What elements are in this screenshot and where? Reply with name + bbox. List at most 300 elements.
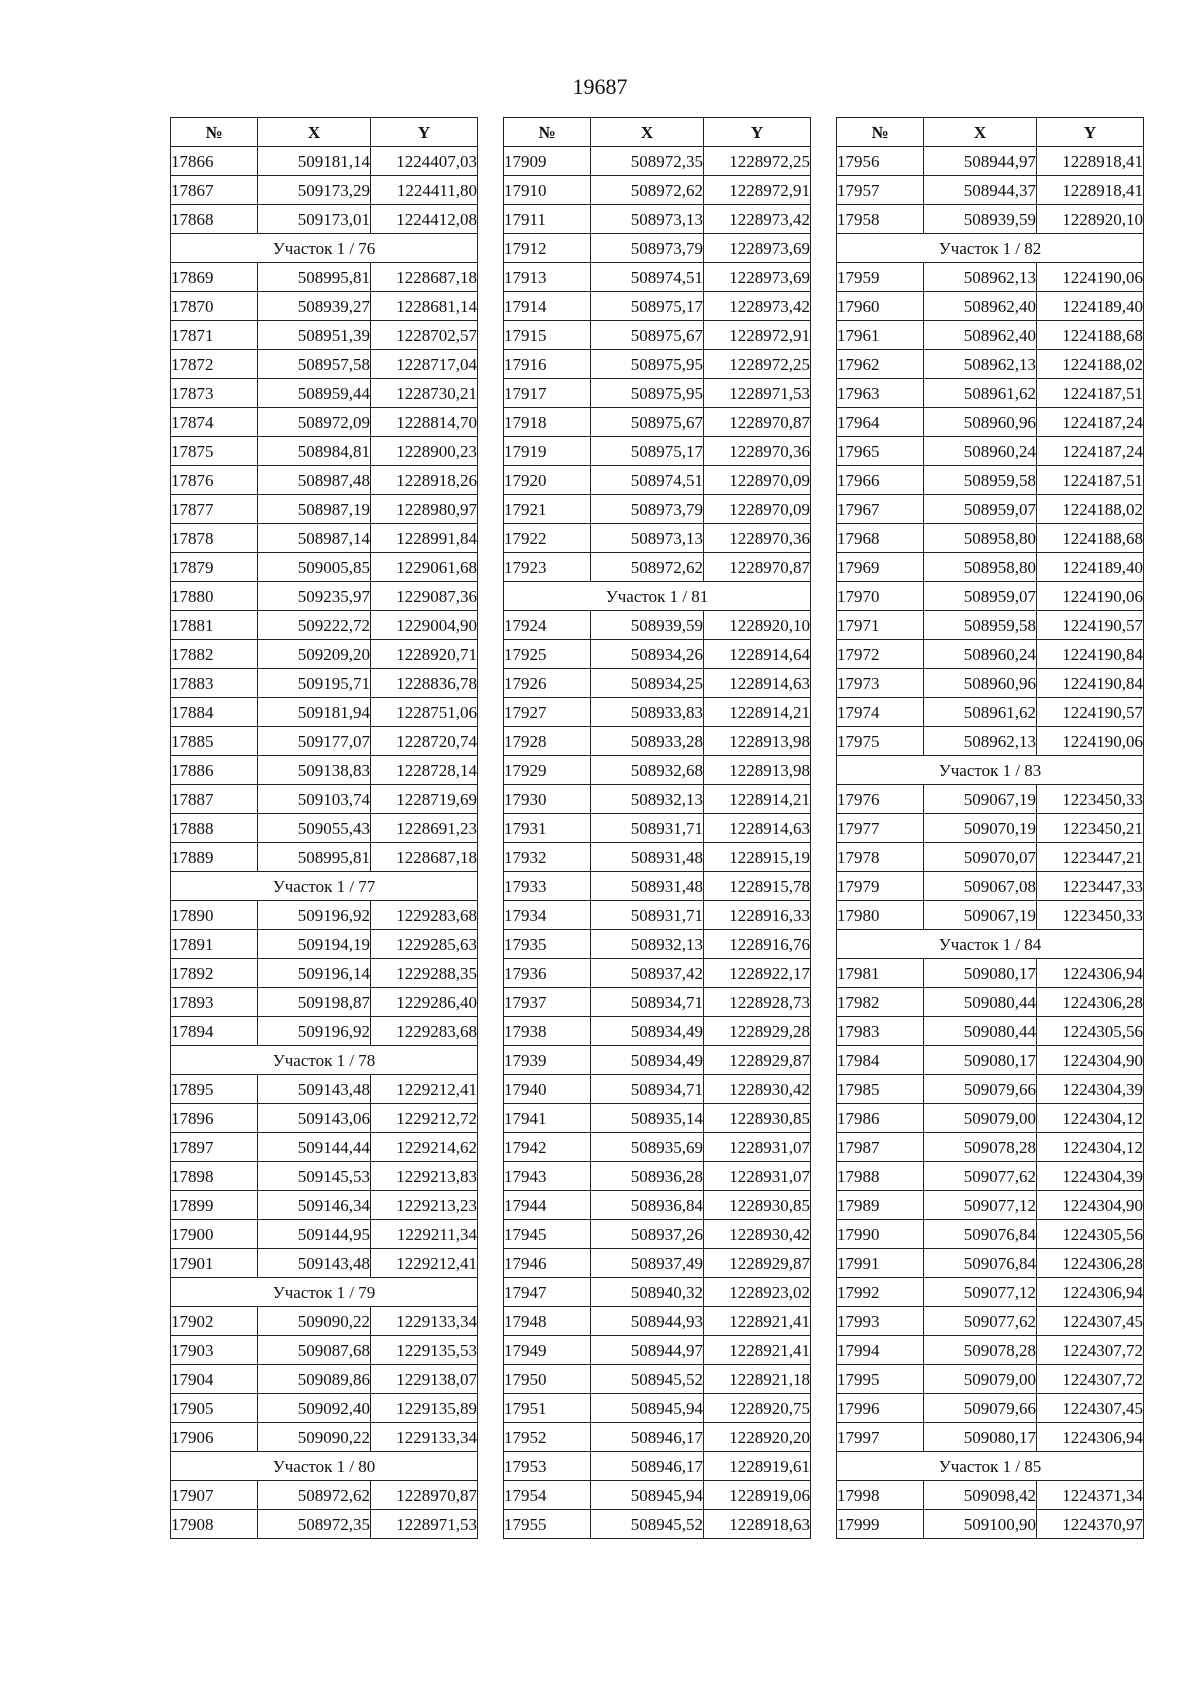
point-number-cell: 17958 [837, 205, 924, 234]
table-row [171, 1510, 478, 1539]
point-number-cell: 17905 [171, 1394, 258, 1423]
y-coordinate-cell: 1228929,87 [704, 1046, 811, 1075]
x-coordinate-cell: 509055,43 [258, 814, 371, 843]
point-number-cell: 17917 [504, 379, 591, 408]
y-coordinate-cell: 1228702,57 [371, 321, 478, 350]
x-coordinate-cell: 508934,71 [591, 988, 704, 1017]
x-coordinate-cell: 508973,13 [591, 205, 704, 234]
point-number-cell: 17914 [504, 292, 591, 321]
point-number-cell: 17927 [504, 698, 591, 727]
point-number-cell: 17990 [837, 1220, 924, 1249]
column-header-x: X [591, 118, 704, 147]
section-title: Участок 1 / 78 [171, 1046, 478, 1075]
x-coordinate-cell: 509143,48 [258, 1249, 371, 1278]
y-coordinate-cell: 1228920,10 [1037, 205, 1144, 234]
x-coordinate-cell: 508972,62 [591, 176, 704, 205]
y-coordinate-cell: 1228717,04 [371, 350, 478, 379]
y-coordinate-cell: 1229285,63 [371, 930, 478, 959]
y-coordinate-cell: 1228919,61 [704, 1452, 811, 1481]
x-coordinate-cell: 509070,19 [924, 814, 1037, 843]
y-coordinate-cell: 1224187,51 [1037, 466, 1144, 495]
x-coordinate-cell: 508961,62 [924, 379, 1037, 408]
table-row [837, 1191, 1144, 1220]
point-number-cell: 17899 [171, 1191, 258, 1220]
y-coordinate-cell: 1229212,41 [371, 1075, 478, 1104]
y-coordinate-cell: 1224307,45 [1037, 1307, 1144, 1336]
x-coordinate-cell: 508936,84 [591, 1191, 704, 1220]
table-row [504, 437, 811, 466]
point-number-cell: 17906 [171, 1423, 258, 1452]
table-row [171, 756, 478, 785]
table-row [837, 872, 1144, 901]
table-row [504, 1191, 811, 1220]
y-coordinate-cell: 1224187,24 [1037, 437, 1144, 466]
x-coordinate-cell: 508937,49 [591, 1249, 704, 1278]
point-number-cell: 17965 [837, 437, 924, 466]
x-coordinate-cell: 508975,67 [591, 408, 704, 437]
y-coordinate-cell: 1228913,98 [704, 727, 811, 756]
point-number-cell: 17956 [837, 147, 924, 176]
y-coordinate-cell: 1224307,45 [1037, 1394, 1144, 1423]
table-row [171, 292, 478, 321]
table-row [504, 1278, 811, 1307]
x-coordinate-cell: 508975,95 [591, 350, 704, 379]
point-number-cell: 17910 [504, 176, 591, 205]
table-row [504, 669, 811, 698]
table-row [504, 1017, 811, 1046]
table-row [837, 785, 1144, 814]
table-row [504, 814, 811, 843]
table-row [504, 959, 811, 988]
table-row [837, 1510, 1144, 1539]
point-number-cell: 17955 [504, 1510, 591, 1539]
point-number-cell: 17992 [837, 1278, 924, 1307]
table-row [837, 1278, 1144, 1307]
y-coordinate-cell: 1228919,06 [704, 1481, 811, 1510]
table-row [504, 466, 811, 495]
x-coordinate-cell: 509079,66 [924, 1075, 1037, 1104]
point-number-cell: 17966 [837, 466, 924, 495]
point-number-cell: 17888 [171, 814, 258, 843]
point-number-cell: 17944 [504, 1191, 591, 1220]
table-row [504, 1336, 811, 1365]
point-number-cell: 17952 [504, 1423, 591, 1452]
point-number-cell: 17931 [504, 814, 591, 843]
y-coordinate-cell: 1228920,20 [704, 1423, 811, 1452]
y-coordinate-cell: 1229133,34 [371, 1307, 478, 1336]
y-coordinate-cell: 1228681,14 [371, 292, 478, 321]
y-coordinate-cell: 1228918,63 [704, 1510, 811, 1539]
y-coordinate-cell: 1228751,06 [371, 698, 478, 727]
x-coordinate-cell: 508944,37 [924, 176, 1037, 205]
table-row [504, 1133, 811, 1162]
table-row [837, 553, 1144, 582]
x-coordinate-cell: 508939,27 [258, 292, 371, 321]
point-number-cell: 17989 [837, 1191, 924, 1220]
y-coordinate-cell: 1228972,25 [704, 147, 811, 176]
y-coordinate-cell: 1228930,42 [704, 1220, 811, 1249]
table-row [837, 524, 1144, 553]
table-row [837, 1075, 1144, 1104]
x-coordinate-cell: 509067,08 [924, 872, 1037, 901]
y-coordinate-cell: 1228971,53 [704, 379, 811, 408]
table-row [171, 640, 478, 669]
x-coordinate-cell: 508951,39 [258, 321, 371, 350]
x-coordinate-cell: 509076,84 [924, 1249, 1037, 1278]
point-number-cell: 17991 [837, 1249, 924, 1278]
y-coordinate-cell: 1229286,40 [371, 988, 478, 1017]
point-number-cell: 17919 [504, 437, 591, 466]
point-number-cell: 17921 [504, 495, 591, 524]
table-row [837, 901, 1144, 930]
section-title: Участок 1 / 81 [504, 582, 811, 611]
x-coordinate-cell: 508932,13 [591, 930, 704, 959]
y-coordinate-cell: 1228918,41 [1037, 176, 1144, 205]
page-number: 19687 [572, 74, 628, 99]
point-number-cell: 17879 [171, 553, 258, 582]
point-number-cell: 17985 [837, 1075, 924, 1104]
y-coordinate-cell: 1224190,57 [1037, 611, 1144, 640]
table-row [171, 930, 478, 959]
section-row [171, 872, 478, 901]
table-row [171, 147, 478, 176]
x-coordinate-cell: 508987,48 [258, 466, 371, 495]
y-coordinate-cell: 1228836,78 [371, 669, 478, 698]
table-row [504, 408, 811, 437]
table-row [837, 321, 1144, 350]
point-number-cell: 17973 [837, 669, 924, 698]
x-coordinate-cell: 508984,81 [258, 437, 371, 466]
x-coordinate-cell: 509198,87 [258, 988, 371, 1017]
y-coordinate-cell: 1228900,23 [371, 437, 478, 466]
y-coordinate-cell: 1228720,74 [371, 727, 478, 756]
section-title: Участок 1 / 85 [837, 1452, 1144, 1481]
point-number-cell: 17934 [504, 901, 591, 930]
x-coordinate-cell: 509144,44 [258, 1133, 371, 1162]
point-number-cell: 17892 [171, 959, 258, 988]
x-coordinate-cell: 508931,71 [591, 901, 704, 930]
point-number-cell: 17967 [837, 495, 924, 524]
y-coordinate-cell: 1228916,76 [704, 930, 811, 959]
table-row [504, 756, 811, 785]
y-coordinate-cell: 1228970,87 [371, 1481, 478, 1510]
y-coordinate-cell: 1228970,36 [704, 524, 811, 553]
x-coordinate-cell: 509196,14 [258, 959, 371, 988]
table-row [837, 1394, 1144, 1423]
table-row [171, 437, 478, 466]
point-number-cell: 17977 [837, 814, 924, 843]
table-row [837, 640, 1144, 669]
point-number-cell: 17933 [504, 872, 591, 901]
point-number-cell: 17880 [171, 582, 258, 611]
x-coordinate-cell: 508944,97 [924, 147, 1037, 176]
y-coordinate-cell: 1224189,40 [1037, 292, 1144, 321]
y-coordinate-cell: 1228970,87 [704, 553, 811, 582]
point-number-cell: 17938 [504, 1017, 591, 1046]
point-number-cell: 17890 [171, 901, 258, 930]
y-coordinate-cell: 1223450,33 [1037, 901, 1144, 930]
y-coordinate-cell: 1228922,17 [704, 959, 811, 988]
x-coordinate-cell: 508934,71 [591, 1075, 704, 1104]
x-coordinate-cell: 509177,07 [258, 727, 371, 756]
table-row [837, 1307, 1144, 1336]
point-number-cell: 17893 [171, 988, 258, 1017]
table-row [171, 1104, 478, 1133]
table-row [504, 872, 811, 901]
table-row [837, 959, 1144, 988]
y-coordinate-cell: 1224371,34 [1037, 1481, 1144, 1510]
x-coordinate-cell: 509077,12 [924, 1191, 1037, 1220]
x-coordinate-cell: 508962,13 [924, 263, 1037, 292]
table-row [837, 1336, 1144, 1365]
x-coordinate-cell: 508959,44 [258, 379, 371, 408]
x-coordinate-cell: 509067,19 [924, 785, 1037, 814]
x-coordinate-cell: 509077,62 [924, 1162, 1037, 1191]
x-coordinate-cell: 508995,81 [258, 263, 371, 292]
x-coordinate-cell: 508973,79 [591, 234, 704, 263]
y-coordinate-cell: 1229213,23 [371, 1191, 478, 1220]
y-coordinate-cell: 1224304,12 [1037, 1104, 1144, 1133]
table-row [837, 727, 1144, 756]
point-number-cell: 17946 [504, 1249, 591, 1278]
y-coordinate-cell: 1228971,53 [371, 1510, 478, 1539]
x-coordinate-cell: 509077,62 [924, 1307, 1037, 1336]
section-title: Участок 1 / 80 [171, 1452, 478, 1481]
point-number-cell: 17993 [837, 1307, 924, 1336]
y-coordinate-cell: 1229061,68 [371, 553, 478, 582]
table-row [837, 1481, 1144, 1510]
point-number-cell: 17995 [837, 1365, 924, 1394]
x-coordinate-cell: 509087,68 [258, 1336, 371, 1365]
table-row [171, 1133, 478, 1162]
x-coordinate-cell: 509138,83 [258, 756, 371, 785]
y-coordinate-cell: 1228970,36 [704, 437, 811, 466]
y-coordinate-cell: 1224370,97 [1037, 1510, 1144, 1539]
section-row [837, 756, 1144, 785]
x-coordinate-cell: 509103,74 [258, 785, 371, 814]
point-number-cell: 17961 [837, 321, 924, 350]
table-row [171, 611, 478, 640]
table-row [837, 698, 1144, 727]
point-number-cell: 17947 [504, 1278, 591, 1307]
y-coordinate-cell: 1224305,56 [1037, 1220, 1144, 1249]
table-row [504, 292, 811, 321]
y-coordinate-cell: 1228972,91 [704, 321, 811, 350]
point-number-cell: 17867 [171, 176, 258, 205]
point-number-cell: 17943 [504, 1162, 591, 1191]
y-coordinate-cell: 1228970,87 [704, 408, 811, 437]
point-number-cell: 17997 [837, 1423, 924, 1452]
x-coordinate-cell: 508960,96 [924, 669, 1037, 698]
table-row [837, 176, 1144, 205]
table-row [504, 640, 811, 669]
section-row [171, 1046, 478, 1075]
point-number-cell: 17963 [837, 379, 924, 408]
x-coordinate-cell: 508962,40 [924, 292, 1037, 321]
table-row [171, 698, 478, 727]
x-coordinate-cell: 509196,92 [258, 901, 371, 930]
x-coordinate-cell: 509077,12 [924, 1278, 1037, 1307]
point-number-cell: 17896 [171, 1104, 258, 1133]
point-number-cell: 17969 [837, 553, 924, 582]
y-coordinate-cell: 1228687,18 [371, 263, 478, 292]
x-coordinate-cell: 508939,59 [924, 205, 1037, 234]
table-row [504, 1249, 811, 1278]
point-number-cell: 17971 [837, 611, 924, 640]
point-number-cell: 17984 [837, 1046, 924, 1075]
x-coordinate-cell: 508962,13 [924, 350, 1037, 379]
point-number-cell: 17978 [837, 843, 924, 872]
x-coordinate-cell: 509100,90 [924, 1510, 1037, 1539]
point-number-cell: 17918 [504, 408, 591, 437]
x-coordinate-cell: 509144,95 [258, 1220, 371, 1249]
table-header-row [171, 118, 478, 147]
x-coordinate-cell: 508960,96 [924, 408, 1037, 437]
y-coordinate-cell: 1228991,84 [371, 524, 478, 553]
table-row [171, 263, 478, 292]
table-row [504, 1075, 811, 1104]
table-row [171, 553, 478, 582]
section-title: Участок 1 / 84 [837, 930, 1144, 959]
x-coordinate-cell: 508945,94 [591, 1481, 704, 1510]
x-coordinate-cell: 509209,20 [258, 640, 371, 669]
x-coordinate-cell: 508945,94 [591, 1394, 704, 1423]
y-coordinate-cell: 1229004,90 [371, 611, 478, 640]
point-number-cell: 17898 [171, 1162, 258, 1191]
point-number-cell: 17909 [504, 147, 591, 176]
y-coordinate-cell: 1224188,68 [1037, 321, 1144, 350]
y-coordinate-cell: 1224306,28 [1037, 988, 1144, 1017]
x-coordinate-cell: 509080,44 [924, 988, 1037, 1017]
y-coordinate-cell: 1228928,73 [704, 988, 811, 1017]
table-row [837, 1017, 1144, 1046]
point-number-cell: 17962 [837, 350, 924, 379]
x-coordinate-cell: 508959,07 [924, 495, 1037, 524]
y-coordinate-cell: 1229211,34 [371, 1220, 478, 1249]
y-coordinate-cell: 1228691,23 [371, 814, 478, 843]
y-coordinate-cell: 1224306,94 [1037, 1278, 1144, 1307]
y-coordinate-cell: 1228914,63 [704, 669, 811, 698]
point-number-cell: 17928 [504, 727, 591, 756]
table-header-row [504, 118, 811, 147]
x-coordinate-cell: 508945,52 [591, 1365, 704, 1394]
table-row [171, 988, 478, 1017]
x-coordinate-cell: 508939,59 [591, 611, 704, 640]
y-coordinate-cell: 1228923,02 [704, 1278, 811, 1307]
x-coordinate-cell: 508975,17 [591, 437, 704, 466]
table-row [504, 843, 811, 872]
point-number-cell: 17912 [504, 234, 591, 263]
table-row [171, 1017, 478, 1046]
y-coordinate-cell: 1228973,42 [704, 205, 811, 234]
table-row [171, 1307, 478, 1336]
y-coordinate-cell: 1224187,51 [1037, 379, 1144, 408]
point-number-cell: 17942 [504, 1133, 591, 1162]
point-number-cell: 17911 [504, 205, 591, 234]
y-coordinate-cell: 1224304,90 [1037, 1191, 1144, 1220]
x-coordinate-cell: 508933,28 [591, 727, 704, 756]
point-number-cell: 17994 [837, 1336, 924, 1365]
point-number-cell: 17886 [171, 756, 258, 785]
y-coordinate-cell: 1224190,57 [1037, 698, 1144, 727]
column-header-x: X [924, 118, 1037, 147]
table-row [504, 234, 811, 263]
table-row [171, 727, 478, 756]
section-row [504, 582, 811, 611]
coordinates-table-3 [836, 117, 1144, 1539]
section-row [171, 234, 478, 263]
y-coordinate-cell: 1224190,84 [1037, 669, 1144, 698]
column-header-number: № [837, 118, 924, 147]
y-coordinate-cell: 1229212,41 [371, 1249, 478, 1278]
table-row [504, 350, 811, 379]
table-row [504, 176, 811, 205]
x-coordinate-cell: 508932,13 [591, 785, 704, 814]
point-number-cell: 17953 [504, 1452, 591, 1481]
point-number-cell: 17945 [504, 1220, 591, 1249]
x-coordinate-cell: 509173,01 [258, 205, 371, 234]
table-body [504, 147, 811, 1539]
point-number-cell: 17869 [171, 263, 258, 292]
x-coordinate-cell: 508934,25 [591, 669, 704, 698]
point-number-cell: 17940 [504, 1075, 591, 1104]
coordinates-table-1 [170, 117, 478, 1539]
table-row [837, 611, 1144, 640]
table-body [837, 147, 1144, 1539]
x-coordinate-cell: 509173,29 [258, 176, 371, 205]
y-coordinate-cell: 1223447,33 [1037, 872, 1144, 901]
y-coordinate-cell: 1229288,35 [371, 959, 478, 988]
table-row [171, 176, 478, 205]
table-row [171, 408, 478, 437]
x-coordinate-cell: 509092,40 [258, 1394, 371, 1423]
point-number-cell: 17983 [837, 1017, 924, 1046]
table-row [504, 495, 811, 524]
table-row [504, 901, 811, 930]
table-row [504, 698, 811, 727]
point-number-cell: 17976 [837, 785, 924, 814]
section-title: Участок 1 / 83 [837, 756, 1144, 785]
table-row [837, 350, 1144, 379]
x-coordinate-cell: 508972,35 [591, 147, 704, 176]
x-coordinate-cell: 508935,69 [591, 1133, 704, 1162]
point-number-cell: 17875 [171, 437, 258, 466]
x-coordinate-cell: 508975,17 [591, 292, 704, 321]
y-coordinate-cell: 1224188,68 [1037, 524, 1144, 553]
y-coordinate-cell: 1228914,21 [704, 698, 811, 727]
table-row [837, 814, 1144, 843]
table-row [171, 1394, 478, 1423]
table-row [171, 524, 478, 553]
table-body [171, 147, 478, 1539]
point-number-cell: 17868 [171, 205, 258, 234]
x-coordinate-cell: 509090,22 [258, 1423, 371, 1452]
x-coordinate-cell: 509080,17 [924, 1046, 1037, 1075]
x-coordinate-cell: 508972,62 [258, 1481, 371, 1510]
coordinates-table-2 [503, 117, 811, 1539]
section-title: Участок 1 / 76 [171, 234, 478, 263]
point-number-cell: 17887 [171, 785, 258, 814]
table-row [171, 785, 478, 814]
table-row [504, 1510, 811, 1539]
y-coordinate-cell: 1228814,70 [371, 408, 478, 437]
x-coordinate-cell: 509143,06 [258, 1104, 371, 1133]
y-coordinate-cell: 1224307,72 [1037, 1336, 1144, 1365]
point-number-cell: 17900 [171, 1220, 258, 1249]
x-coordinate-cell: 508961,62 [924, 698, 1037, 727]
x-coordinate-cell: 508946,17 [591, 1452, 704, 1481]
x-coordinate-cell: 509235,97 [258, 582, 371, 611]
